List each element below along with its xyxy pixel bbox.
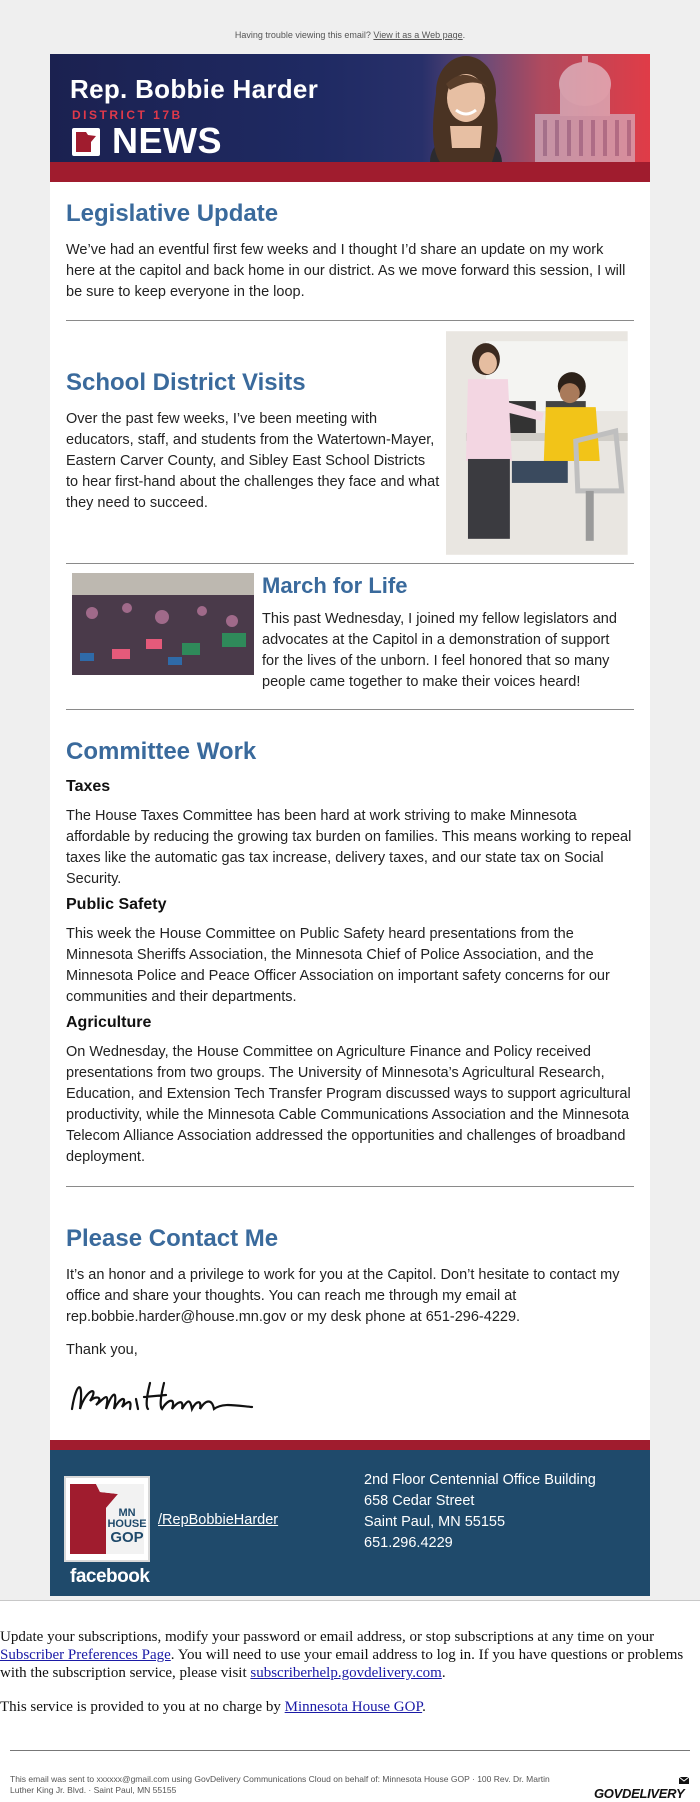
footer-band (50, 1450, 650, 1596)
closing-line: Thank you, (66, 1342, 138, 1358)
govdelivery-logo[interactable]: GOVDELIVERY (594, 1774, 690, 1800)
minnesota-house-gop-link[interactable]: Minnesota House GOP (284, 1699, 423, 1715)
facebook-logo-link[interactable] (64, 1476, 150, 1562)
committee-body-agriculture: On Wednesday, the House Committee on Agriculture Finance and Policy received presentations from two groups. The University of Minnesota’s Agricultural Research, Education, and Extension Tech Transfer Program discussed ways to support agricultural productivity, while the Minnesota Cable Communications Association and the Minnesota Telecom Alliance Association addressed the opportunities and challenges of broadband deployment. (66, 1044, 631, 1165)
email-body (50, 54, 650, 1596)
minnesota-state-icon (72, 128, 100, 156)
section-title: School District Visits (66, 369, 306, 396)
march-for-life-section (50, 564, 650, 709)
house-gop-logo-text: MN HOUSE GOP (107, 1507, 147, 1546)
section-title: Legislative Update (66, 200, 279, 227)
committee-heading-public-safety: Public Safety (66, 896, 167, 913)
school-visit-photo (446, 331, 628, 555)
section-body: It’s an honor and a privilege to work for you at the Capitol. Don’t hesitate to contact my office and share your thoughts. You can reach me through my email at rep.bobbie.harder@house.mn.gov or my desk phone at 651-296-4229. (66, 1267, 620, 1325)
envelope-icon (678, 1774, 690, 1786)
committee-body-public-safety: This week the House Committee on Public Safety heard presentations from the Minnesota Sheriffs Association, the Minnesota Chief of Police Association, and the Minnesota Police and Peace Officer Association on important safety concerns for our communities and their departments. (66, 926, 610, 1005)
school-visits-section (50, 321, 650, 563)
house-gop-logo (72, 128, 100, 156)
section-title: March for Life (262, 573, 408, 598)
office-address: 2nd Floor Centennial Office Building 658 Cedar Street Saint Paul, MN 55155 651.296.4229 (364, 1470, 596, 1554)
committee-body-taxes: The House Taxes Committee has been hard at work striving to make Minnesota affordable by reducing the growing tax burden on families. This means working to repeal taxes like the automatic gas tax increase, delivery taxes, and our state tax on Social Security. (66, 808, 632, 887)
representative-name: Rep. Bobbie Harder (70, 74, 319, 104)
web-view-note: Having trouble viewing this email? View it as a Web page. (234, 30, 466, 40)
subscriber-help-link[interactable]: subscriberhelp.govdelivery.com (250, 1665, 442, 1681)
footer-stripe (50, 1440, 650, 1450)
section-body: This past Wednesday, I joined my fellow legislators and advocates at the Capitol in a demonstration of support for the lives of the unborn. I feel honored that so many people came together to make their voices heard! (262, 611, 617, 690)
web-view-link[interactable]: View it as a Web page (373, 30, 463, 40)
committee-work-section (50, 710, 650, 1186)
header-banner (50, 54, 650, 182)
office-phone: 651.296.4229 (364, 1535, 453, 1551)
divider (0, 1600, 700, 1601)
section-body: Over the past few weeks, I’ve been meeting with educators, staff, and students from the Watertown-Mayer, Eastern Carver County, and Sibley East School Districts to hear first-hand about the challenges they face and what they need to succeed. (66, 411, 440, 511)
subscription-notice: Update your subscriptions, modify your password or email address, or stop subscriptions at any time on your Subscriber Preferences Page. You will need to use your email address to log in. If you have questions or problems with the subscription service, please visit subscriberhelp.govdelivery.com. This service is provided to you at no charge by Minnesota House GOP. (0, 1629, 684, 1715)
legislative-update-section (50, 182, 650, 320)
banner-stripe (50, 162, 650, 182)
section-title: Please Contact Me (66, 1225, 279, 1252)
section-body: We’ve had an eventful first few weeks and I thought I’d share an update on my work here at the capitol and back home in our district. As we move forward this session, I will be sure to keep everyone in the loop. (66, 242, 626, 300)
divider (10, 1750, 690, 1751)
contact-section (50, 1187, 650, 1440)
section-title: Committee Work (66, 738, 257, 765)
committee-heading-taxes: Taxes (66, 778, 111, 795)
signature-image (66, 1369, 266, 1421)
subscription-footer (0, 1600, 700, 1802)
representative-portrait (390, 54, 540, 162)
march-for-life-photo (72, 573, 254, 675)
district-label: DISTRICT 17B (72, 108, 183, 122)
sender-fine-print: This email was sent to xxxxxx@gmail.com using GovDelivery Communications Cloud on behalf of: Minnesota House GOP · 100 Rev. Dr. Martin Luther King Jr. Blvd. · Saint Paul, MN 55155 (10, 1774, 550, 1795)
facebook-wordmark: facebook (70, 1566, 150, 1587)
committee-heading-agriculture: Agriculture (66, 1014, 152, 1031)
news-wordmark: NEWS (112, 120, 222, 161)
facebook-handle-link[interactable]: /RepBobbieHarder (158, 1512, 279, 1528)
subscriber-preferences-link[interactable]: Subscriber Preferences Page (0, 1647, 171, 1663)
